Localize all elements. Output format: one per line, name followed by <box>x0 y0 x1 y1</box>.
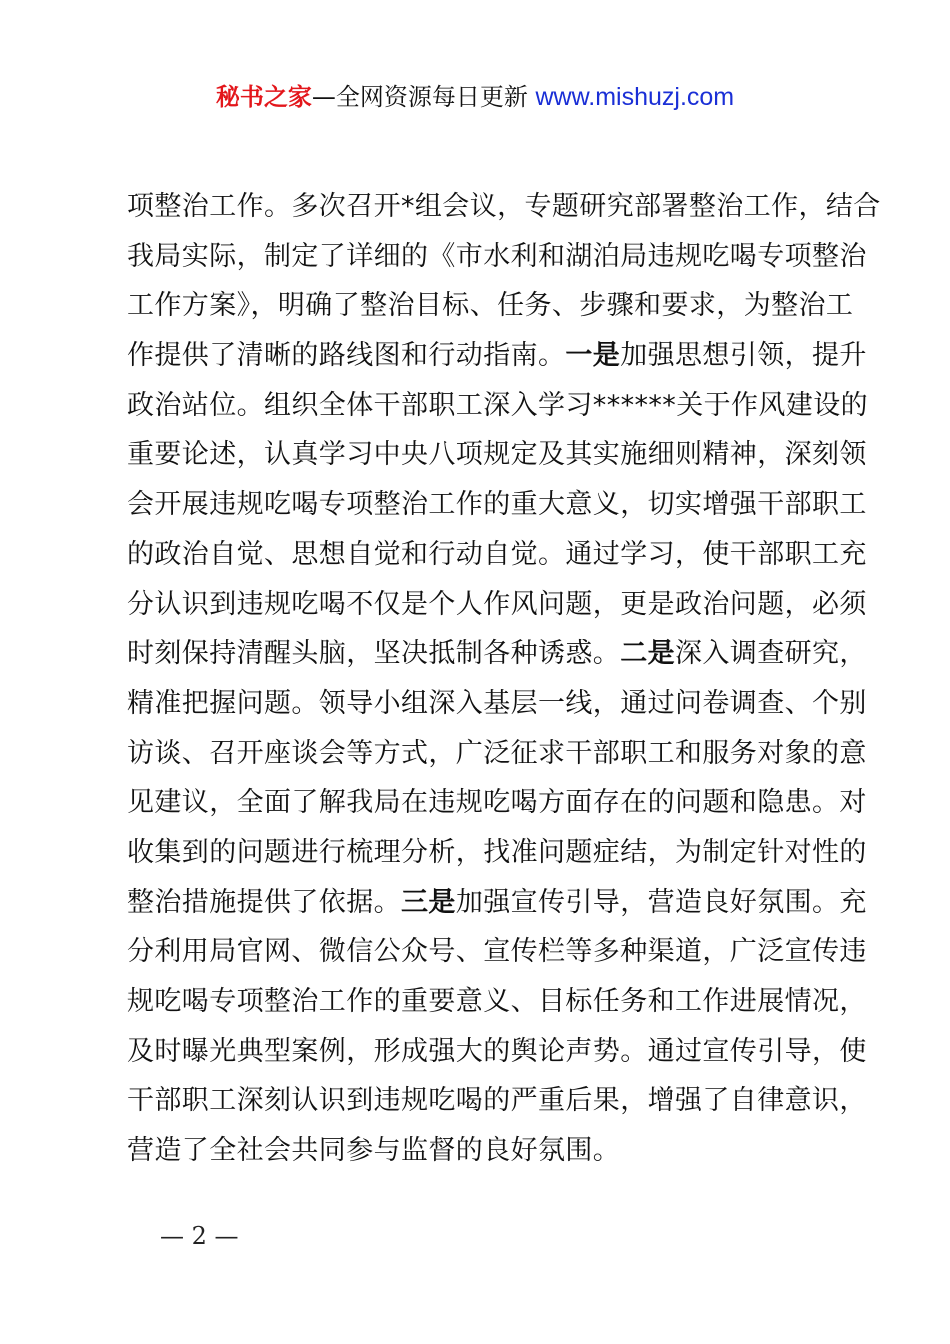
point-marker-three: 三是 <box>401 886 456 918</box>
point-marker-one: 一是 <box>565 340 621 372</box>
page-number: — 2 — <box>160 1222 239 1250</box>
brand-name: 秘书之家 <box>215 83 312 111</box>
text-line <box>127 629 867 679</box>
text-run: 作提供了清晰的路线图和行动指南。 <box>127 340 566 372</box>
text-line: 分认识到违规吃喝不仅是个人作风问题，更是政治问题，必须 <box>127 588 867 620</box>
text-line: 收集到的问题进行梳理分析，找准问题症结，为制定针对性的 <box>127 836 867 868</box>
text-line: 访谈、召开座谈会等方式，广泛征求干部职工和服务对象的意 <box>127 737 867 769</box>
text-run: 加强宣传引导，营造良好氛围。充 <box>455 886 867 918</box>
text-line: 见建议，全面了解我局在违规吃喝方面存在的问题和隐患。对 <box>127 787 867 819</box>
text-line: 规吃喝专项整治工作的重要意义、目标任务和工作进展情况， <box>127 986 867 1017</box>
text-line: 工作方案》，明确了整治目标、任务、步骤和要求，为整治工 <box>127 290 854 322</box>
text-line: 会开展违规吃喝专项整治工作的重大意义，切实增强干部职工 <box>127 489 867 521</box>
text-line: 干部职工深刻认识到违规吃喝的严重后果，增强了自律意识， <box>127 1085 867 1117</box>
text-line: 及时曝光典型案例，形成强大的舆论声势。通过宣传引导，使 <box>127 1035 867 1067</box>
text-line <box>127 878 867 928</box>
text-line: 重要论述，认真学习中央八项规定及其实施细则精神，深刻领 <box>127 439 867 471</box>
text-run: 整治措施提供了依据。 <box>127 886 401 918</box>
text-line <box>127 331 867 381</box>
site-header <box>0 80 950 114</box>
text-line: 的政治自觉、思想自觉和行动自觉。通过学习，使干部职工充 <box>127 538 867 570</box>
body-paragraph <box>127 182 881 1176</box>
text-run: 加强思想引领，提升 <box>620 340 867 372</box>
text-line: 营造了全社会共同参与监督的良好氛围。 <box>127 1135 621 1167</box>
point-marker-two: 二是 <box>620 638 676 670</box>
text-line: 项整治工作。多次召开*组会议，专题研究部署整治工作，结合 <box>127 191 881 222</box>
text-run: 深入调查研究， <box>675 638 867 670</box>
text-line: 精准把握问题。领导小组深入基层一线，通过问卷调查、个别 <box>127 687 867 719</box>
text-line: 我局实际，制定了详细的《市水利和湖泊局违规吃喝专项整治 <box>127 240 867 272</box>
text-line: 分利用局官网、微信公众号、宣传栏等多种渠道，广泛宣传违 <box>127 936 867 968</box>
site-url-link[interactable]: www.mishuzj.com <box>535 83 735 111</box>
text-run: 时刻保持清醒头脑，坚决抵制各种诱惑。 <box>127 638 621 670</box>
text-line: 政治站位。组织全体干部职工深入学习******关于作风建设的 <box>127 389 868 421</box>
header-tagline: —全网资源每日更新 <box>311 83 536 111</box>
